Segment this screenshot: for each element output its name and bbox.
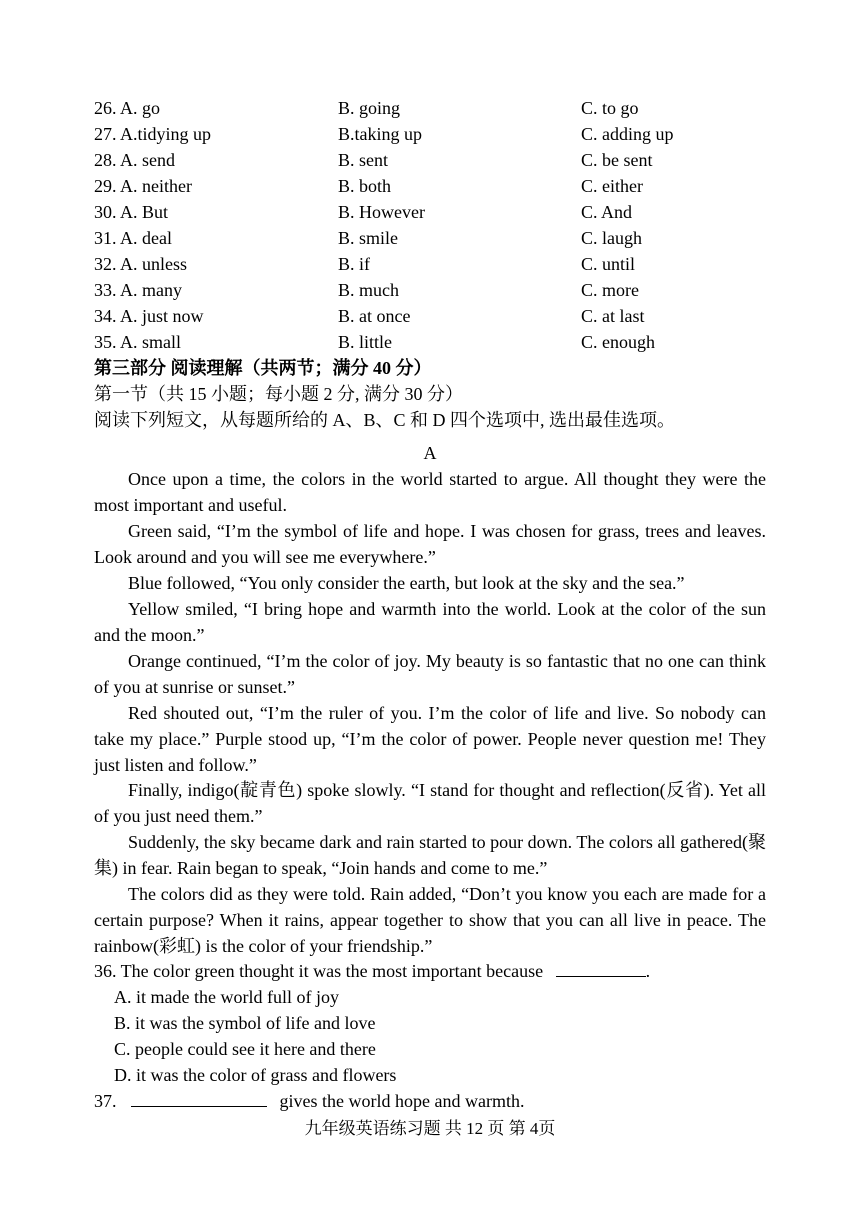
question-37-text: gives the world hope and warmth. [279, 1091, 525, 1111]
question-36-option-b: B. it was the symbol of life and love [114, 1013, 376, 1033]
option-a: 32. A. unless [94, 254, 188, 274]
option-a: 35. A. small [94, 332, 182, 352]
option-c: C. to go [581, 98, 639, 118]
option-a: 27. A.tidying up [94, 124, 212, 144]
option-row [94, 199, 774, 225]
option-a: 26. A. go [94, 98, 161, 118]
option-c: C. more [581, 280, 639, 300]
option-row [94, 173, 774, 199]
option-b: B. smile [338, 228, 399, 248]
section-heading: 第三部分 阅读理解（共两节；满分 40 分） [94, 358, 432, 378]
section-subheading: 第一节（共 15 小题；每小题 2 分, 满分 30 分） [94, 384, 463, 404]
question-36-option-a: A. it made the world full of joy [114, 987, 339, 1007]
option-c: C. And [581, 202, 633, 222]
option-c: C. be sent [581, 150, 653, 170]
passage-paragraph: The colors did as they were told. Rain added, “Don’t you know you each are made for a certain purpose? When it rains, appear together to show that you can all live in peace. The rainbow(彩虹) is the color of your friendship.” [94, 884, 766, 956]
passage-paragraph: Green said, “I’m the symbol of life and hope. I was chosen for grass, trees and leaves. Look around and you will see me everywhere.” [94, 521, 766, 567]
option-row [94, 277, 774, 303]
option-b: B. at once [338, 306, 411, 326]
passage-label: A [423, 443, 437, 463]
question-36-stem: 36. The color green thought it was the most important because [94, 961, 544, 981]
question-37 [94, 1088, 524, 1114]
option-a: 34. A. just now [94, 306, 204, 326]
page-footer: 九年级英语练习题 共 12 页 第 4页 [304, 1119, 556, 1138]
option-c: C. at last [581, 306, 645, 326]
option-row [94, 225, 774, 251]
option-a: 28. A. send [94, 150, 175, 170]
option-a: 30. A. But [94, 202, 169, 222]
option-a: 33. A. many [94, 280, 182, 300]
option-row [94, 329, 774, 355]
option-c: C. until [581, 254, 636, 274]
question-36-option-c: C. people could see it here and there [114, 1039, 376, 1059]
passage-paragraph: Blue followed, “You only consider the earth, but look at the sky and the sea.” [128, 573, 685, 593]
option-b: B. However [338, 202, 425, 222]
question-36-end: . [645, 961, 651, 981]
passage-paragraph: Once upon a time, the colors in the world started to argue. All thought they were the most important and useful. [94, 469, 766, 515]
passage-paragraph: Yellow smiled, “I bring hope and warmth into the world. Look at the color of the sun and the moon.” [94, 599, 766, 645]
answer-blank [131, 1088, 267, 1107]
option-b: B. sent [338, 150, 389, 170]
question-36-option-d: D. it was the color of grass and flowers [114, 1065, 397, 1085]
option-row [94, 303, 774, 329]
option-b: B.taking up [338, 124, 422, 144]
passage-paragraph: Orange continued, “I’m the color of joy. My beauty is so fantastic that no one can think of you at sunrise or sunset.” [94, 651, 766, 697]
option-c: C. adding up [581, 124, 674, 144]
option-row [94, 121, 774, 147]
option-b: B. little [338, 332, 392, 352]
option-b: B. both [338, 176, 392, 196]
question-36 [94, 958, 650, 984]
passage-paragraph: Suddenly, the sky became dark and rain started to pour down. The colors all gathered(聚集) in fear. Rain began to speak, “Join hands and come to me.” [94, 832, 766, 878]
option-b: B. going [338, 98, 401, 118]
question-37-number: 37. [94, 1091, 117, 1111]
option-c: C. laugh [581, 228, 642, 248]
passage-paragraph: Finally, indigo(靛青色) spoke slowly. “I stand for thought and reflection(反省). Yet all of you just need them.” [94, 780, 766, 826]
option-b: B. much [338, 280, 399, 300]
option-a: 31. A. deal [94, 228, 172, 248]
passage-paragraph: Red shouted out, “I’m the ruler of you. I’m the color of life and live. So nobody can take my place.” Purple stood up, “I’m the color of power. People never question me! They just listen and follow.” [94, 703, 766, 775]
option-b: B. if [338, 254, 371, 274]
option-row [94, 147, 774, 173]
option-row [94, 251, 774, 277]
option-a: 29. A. neither [94, 176, 192, 196]
answer-blank [556, 958, 646, 977]
option-c: C. enough [581, 332, 655, 352]
option-c: C. either [581, 176, 643, 196]
instructions: 阅读下列短文，从每题所给的 A、B、C 和 D 四个选项中, 选出最佳选项。 [94, 410, 676, 430]
option-row [94, 95, 774, 121]
